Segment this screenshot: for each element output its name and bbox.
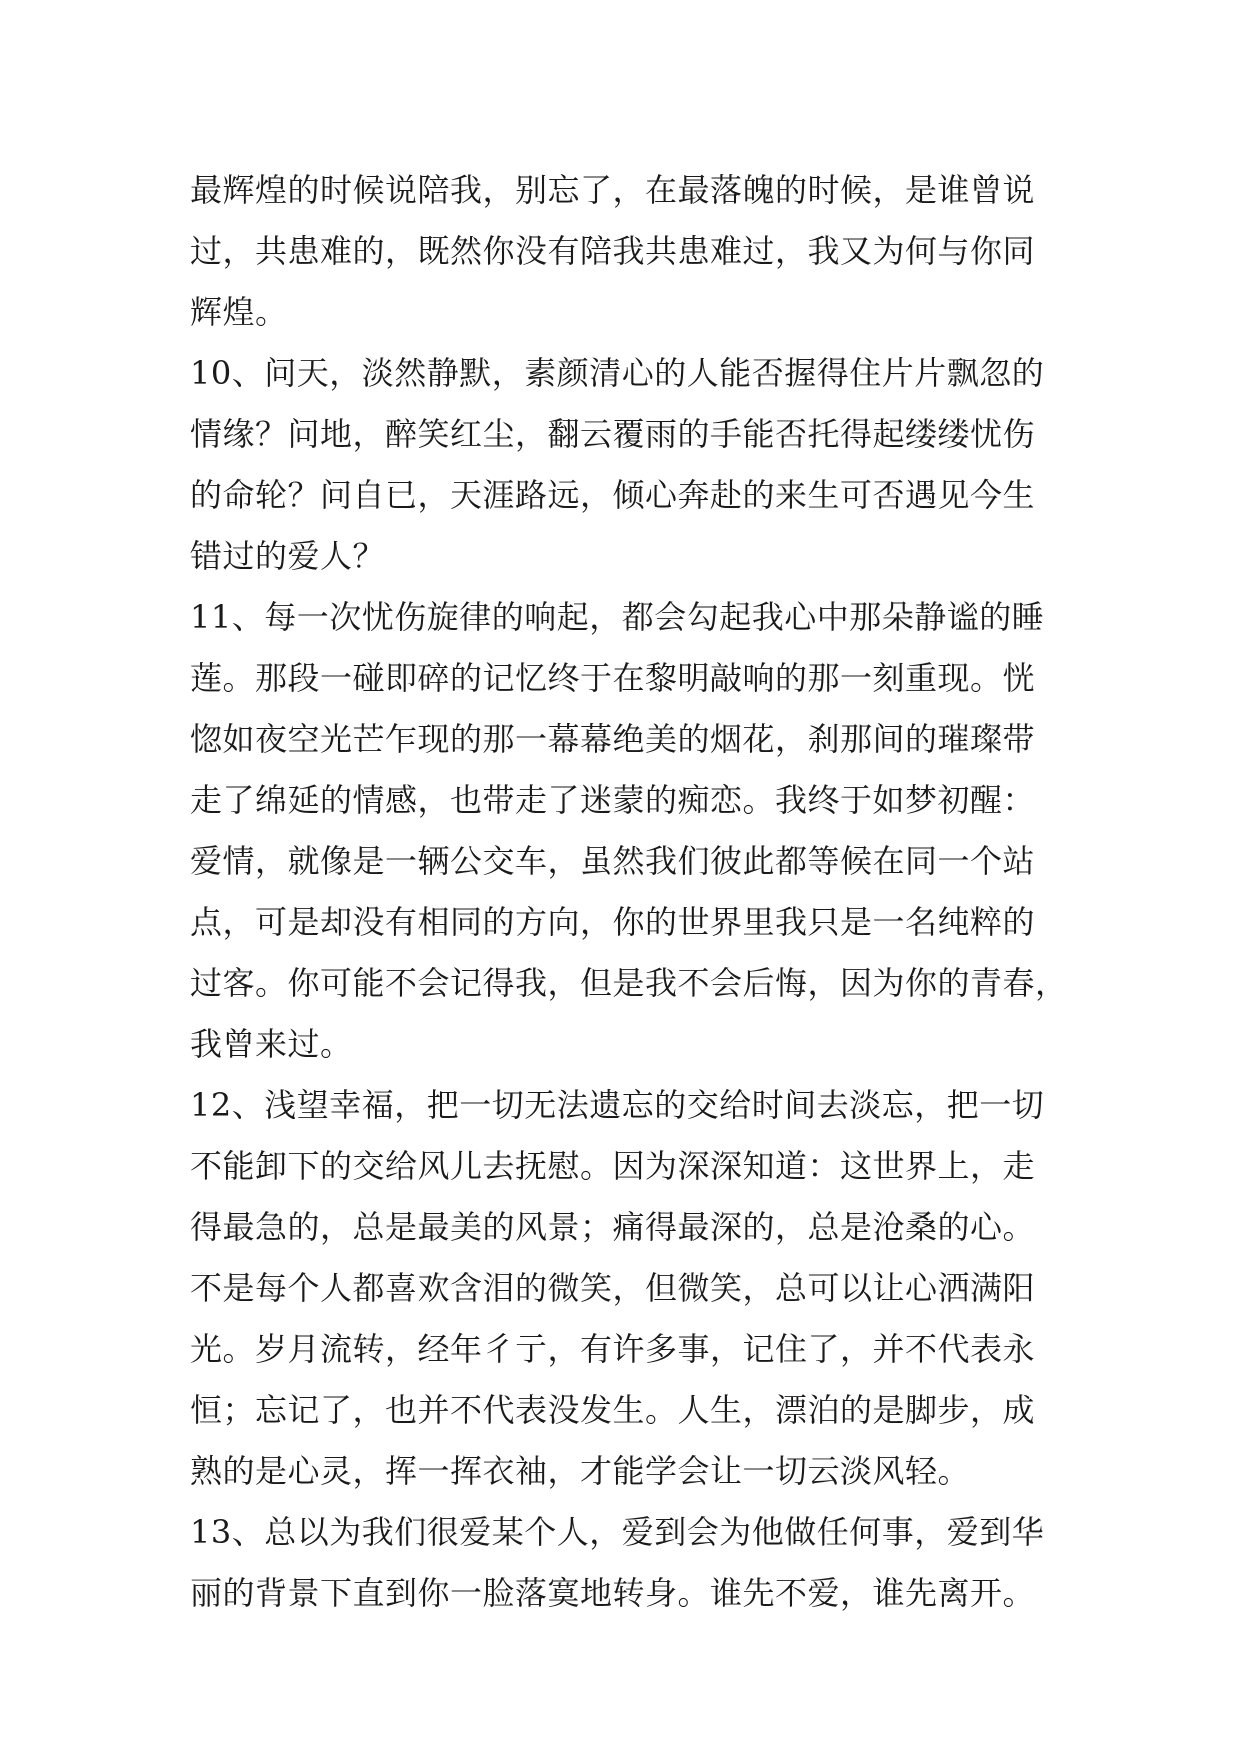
text-line: 10、问天，淡然静默，素颜清心的人能否握得住片片飘忽的 [190, 354, 1045, 392]
text-line: 得最急的，总是最美的风景；痛得最深的，总是沧桑的心。 [190, 1208, 1036, 1246]
text-line: 13、总以为我们很爱某个人，爱到会为他做任何事，爱到华 [190, 1513, 1045, 1551]
text-line: 恒；忘记了，也并不代表没发生。人生，漂泊的是脚步，成 [190, 1391, 1036, 1429]
text-line: 丽的背景下直到你一脸落寞地转身。谁先不爱，谁先离开。 [190, 1574, 1036, 1612]
text-line: 的命轮？问自已，天涯路远，倾心奔赴的来生可否遇见今生 [190, 476, 1036, 514]
text-line: 惚如夜空光芒乍现的那一幕幕绝美的烟花，刹那间的璀璨带 [190, 720, 1036, 758]
text-line: 不能卸下的交给风儿去抚慰。因为深深知道：这世界上，走 [190, 1147, 1036, 1185]
text-line: 走了绵延的情感，也带走了迷蒙的痴恋。我终于如梦初醒： [190, 781, 1036, 819]
text-line: 爱情，就像是一辆公交车，虽然我们彼此都等候在同一个站 [190, 842, 1036, 880]
text-line: 熟的是心灵，挥一挥衣袖，才能学会让一切云淡风轻。 [190, 1452, 971, 1490]
text-line: 情缘？问地，醉笑红尘，翻云覆雨的手能否托得起缕缕忧伤 [190, 415, 1036, 453]
text-line: 过客。你可能不会记得我，但是我不会后悔，因为你的青春， [190, 964, 1068, 1002]
text-line: 不是每个人都喜欢含泪的微笑，但微笑，总可以让心洒满阳 [190, 1269, 1036, 1307]
text-line: 11、每一次忧伤旋律的响起，都会勾起我心中那朵静谧的睡 [190, 598, 1045, 636]
text-line: 辉煌。 [190, 293, 288, 331]
text-line: 错过的爱人？ [190, 537, 386, 575]
text-line: 点，可是却没有相同的方向，你的世界里我只是一名纯粹的 [190, 903, 1036, 941]
text-line: 莲。那段一碰即碎的记忆终于在黎明敲响的那一刻重现。恍 [190, 659, 1036, 697]
document-body [190, 160, 1070, 1624]
text-line: 过，共患难的，既然你没有陪我共患难过，我又为何与你同 [190, 232, 1036, 270]
text-line: 光。岁月流转，经年彳亍，有许多事，记住了，并不代表永 [190, 1330, 1036, 1368]
text-line: 12、浅望幸福，把一切无法遗忘的交给时间去淡忘，把一切 [190, 1086, 1045, 1124]
text-line: 我曾来过。 [190, 1025, 353, 1063]
text-line: 最辉煌的时候说陪我，别忘了，在最落魄的时候，是谁曾说 [190, 171, 1036, 209]
